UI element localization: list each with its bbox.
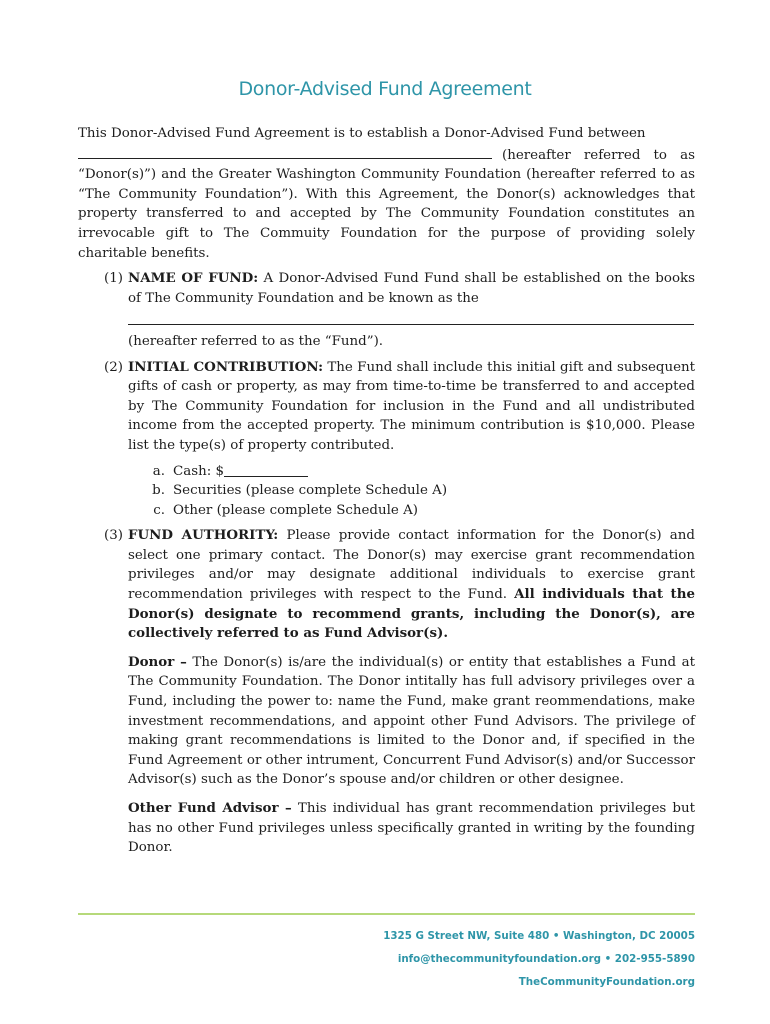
section-text: A Donor-Advised Fund Fund shall be established on the books of The Community Foundation and be known as the <box>128 271 695 306</box>
section-fund-authority <box>78 526 695 858</box>
donor-name-blank[interactable] <box>78 144 492 159</box>
footer-website[interactable]: TheCommunityFoundation.org <box>518 976 695 988</box>
section-number: (3) <box>104 528 123 544</box>
intro-paragraph <box>78 144 695 264</box>
section-name-of-fund <box>78 269 695 351</box>
donor-definition <box>128 653 695 790</box>
section-bold-text: All individuals that the Donor(s) designate to recommend grants, including the Donor(s), are collectively referred to as Fund Advisor(s). <box>128 586 695 642</box>
section-number: (2) <box>104 359 123 375</box>
fund-name-blank[interactable] <box>128 310 694 325</box>
intro-line: This Donor-Advised Fund Agreement is to establish a Donor-Advised Fund between <box>78 126 646 141</box>
footer <box>383 925 695 994</box>
list-item-securities: b. Securities (please complete Schedule A) <box>152 483 448 499</box>
document-title: Donor-Advised Fund Agreement <box>238 78 532 100</box>
footer-contact: info@thecommunityfoundation.org • 202-955-5890 <box>397 953 695 965</box>
other-advisor-text: This individual has grant recommendation privileges but has no other Fund privileges unless specifically granted in writing by the founding Donor. <box>128 801 695 856</box>
list-item-other: c. Other (please complete Schedule A) <box>153 502 418 518</box>
section-text-continued: (hereafter referred to as the “Fund”). <box>128 333 384 349</box>
donor-term: Donor – <box>128 653 187 670</box>
cash-amount-blank[interactable] <box>224 462 308 477</box>
property-type-list <box>128 462 695 521</box>
document-body <box>78 124 695 858</box>
footer-address: 1325 G Street NW, Suite 480 • Washington, DC 20005 <box>383 930 695 942</box>
section-text: The Fund shall include this initial gift and subsequent gifts of cash or property, as may from time-to-time be transferred to and accepted by The Community Foundation for inclusion in the Fund and all undistributed income from the accepted property. The minimum contribution is $10,000. Please list the type(s) of property contributed. <box>128 359 696 453</box>
section-heading: INITIAL CONTRIBUTION: <box>128 358 324 375</box>
section-heading: FUND AUTHORITY: <box>128 527 279 544</box>
section-heading: NAME OF FUND: <box>128 270 259 287</box>
intro-text: (hereafter referred to as “Donor(s)”) and the Greater Washington Community Foundation (hereafter referred to as “The Community Foundation”). With this Agreement, the Donor(s) acknowledges that property transferred to and accepted by The Community Foundation constitutes an irrevocable gift to The Commuity Foundation for the purpose of providing solely charitable benefits. <box>78 147 695 261</box>
list-item-cash: a. Cash: $ <box>128 462 695 482</box>
section-number: (1) <box>104 271 123 287</box>
footer-divider <box>78 913 695 915</box>
donor-text: The Donor(s) is/are the individual(s) or entity that establishes a Fund at The Community Foundation. The Donor intitally has full advisory privileges over a Fund, including the power to: name the Fund, make grant reommendations, make investment recommendations, and appoint other Fund Advisors. The privilege of making grant recommendations is limited to the Donor and, if specified in the Fund Agreement or other intrument, Concurrent Fund Advisor(s) and/or Successor Advisor(s) such as the Donor’s spouse and/or children or other designee. <box>128 654 695 788</box>
other-advisor-term: Other Fund Advisor – <box>128 800 292 816</box>
section-initial-contribution <box>78 358 695 521</box>
section-text: Please provide contact information for the Donor(s) and select one primary contact. The Donor(s) may exercise grant recommendation privileges and/or may designate additional individuals to exercise grant recommendation privileges with respect to the Fund. <box>128 528 695 603</box>
other-advisor-definition <box>128 799 695 858</box>
